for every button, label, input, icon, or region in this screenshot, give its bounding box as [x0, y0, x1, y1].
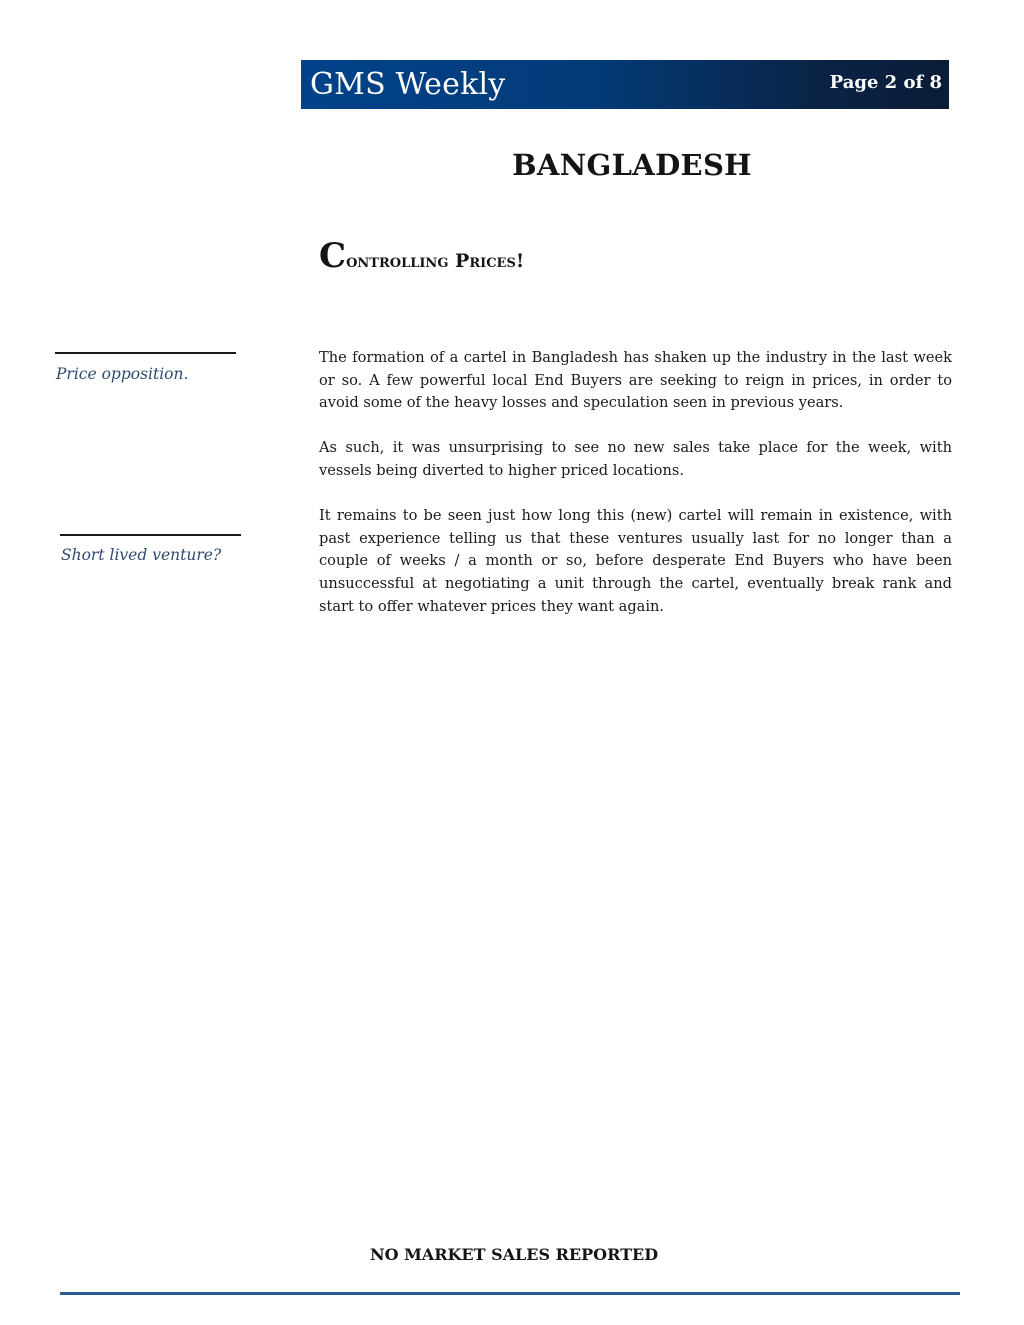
pullquote: Short lived venture?: [61, 546, 222, 564]
newsletter-header-bar: [301, 60, 949, 109]
section-title: BANGLADESH: [512, 148, 752, 182]
article-heading: [319, 236, 524, 276]
newsletter-title: GMS Weekly: [310, 67, 506, 102]
footer-divider: [60, 1292, 960, 1295]
article-heading-initial: C: [319, 236, 347, 276]
article-paragraph: As such, it was unsurprising to see no new sales take place for the week, with vessels being diverted to higher priced locations.: [319, 439, 952, 479]
page-indicator: Page 2 of 8: [829, 72, 942, 93]
article-paragraph: The formation of a cartel in Bangladesh has shaken up the industry in the last week or so. A few powerful local End Buyers are seeking to reign in prices, in order to avoid some of the heavy losses and speculation seen in previous years.: [319, 349, 952, 412]
market-sales-note: NO MARKET SALES REPORTED: [369, 1245, 659, 1264]
sidebar-divider: [55, 352, 236, 354]
sidebar-divider: [60, 534, 241, 536]
article-body: [319, 347, 952, 641]
article-heading-rest: ontrolling Prices!: [346, 250, 525, 272]
article-paragraph: It remains to be seen just how long this (new) cartel will remain in existence, with past experience telling us that these ventures usually last for no longer than a couple of weeks / a month or so, before desperate End Buyers who have been unsuccessful at negotiating a unit through the cartel, eventually break rank and start to offer whatever prices they want again.: [319, 507, 952, 615]
pullquote: Price opposition.: [56, 365, 189, 383]
